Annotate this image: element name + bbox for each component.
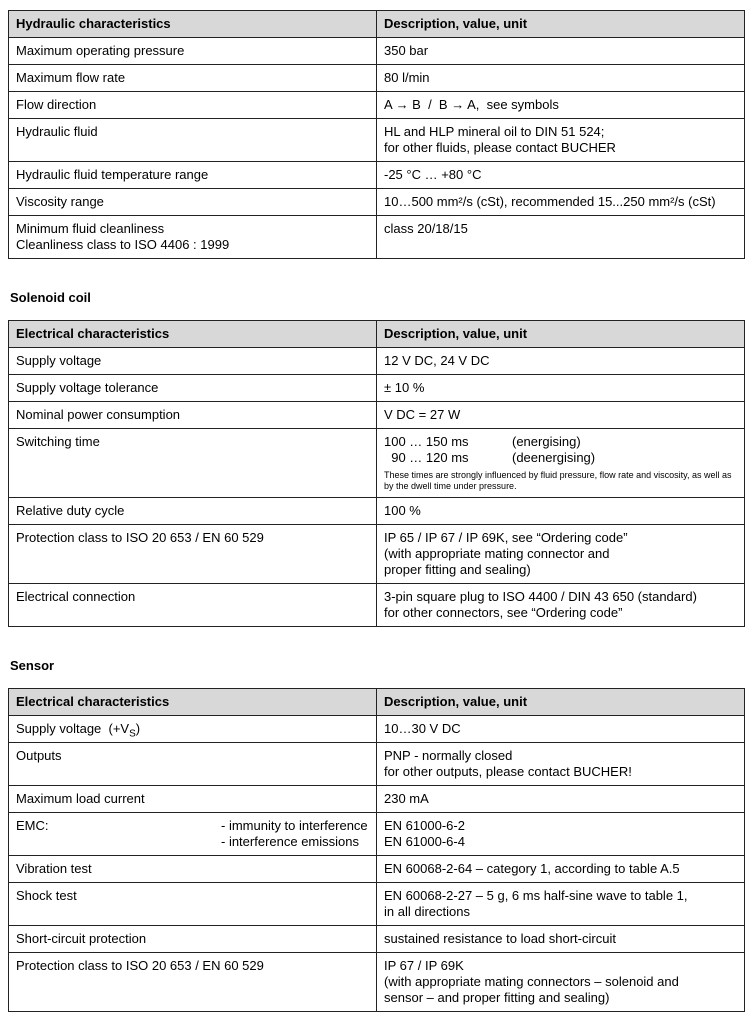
spec-value: 12 V DC, 24 V DC <box>384 353 490 368</box>
spec-value-cell <box>377 375 745 402</box>
spec-value: sensor – and proper fitting and sealing) <box>384 990 610 1005</box>
spec-label-cell <box>9 813 377 856</box>
section-heading-solenoid-coil: Solenoid coil <box>10 290 91 305</box>
spec-value-cell <box>377 716 745 743</box>
spec-value-cell <box>377 525 745 584</box>
table-row <box>9 953 745 1012</box>
spec-value: class 20/18/15 <box>384 221 468 236</box>
spec-value-cell <box>377 429 745 498</box>
switching-time-note: These times are strongly influenced by fluid pressure, flow rate and viscosity, as well as by the dwell time under pressure. <box>384 470 732 491</box>
emc-sublabel: - immunity to interference <box>221 818 368 833</box>
spec-label <box>16 721 369 740</box>
spec-value: 100 % <box>384 503 421 518</box>
spec-value-cell <box>377 162 745 189</box>
table-row <box>9 189 745 216</box>
spec-value: for other fluids, please contact BUCHER <box>384 140 616 155</box>
spec-value-cell <box>377 348 745 375</box>
table-row <box>9 216 745 259</box>
spec-value-cell <box>377 216 745 259</box>
spec-label: Short-circuit protection <box>16 931 147 946</box>
table-header-characteristics: Hydraulic characteristics <box>9 11 377 38</box>
spec-label-cell <box>9 216 377 259</box>
spec-label-cell <box>9 119 377 162</box>
emc-sublabel: - interference emissions <box>221 834 359 849</box>
spec-label: Supply voltage <box>16 353 102 368</box>
spec-value: 3-pin square plug to ISO 4400 / DIN 43 650 (standard) <box>384 589 697 604</box>
spec-value: proper fitting and sealing) <box>384 562 531 577</box>
spec-value: -25 °C … +80 °C <box>384 167 482 182</box>
spec-value: 350 bar <box>384 43 429 58</box>
timing-phase: (energising) <box>512 434 581 449</box>
spec-label-cell <box>9 716 377 743</box>
timing-range: 100 … 150 ms <box>384 434 469 449</box>
sensor-electrical-table <box>8 688 745 1012</box>
spec-label: Maximum operating pressure <box>16 43 185 58</box>
label-text: ) <box>135 721 141 736</box>
label-subscript: S <box>129 728 136 740</box>
table-row <box>9 883 745 926</box>
spec-value-cell <box>377 813 745 856</box>
table-header-description: Description, value, unit <box>377 689 745 716</box>
spec-value-cell <box>377 926 745 953</box>
table-header-row <box>9 689 745 716</box>
table-header-row <box>9 11 745 38</box>
table-row <box>9 92 745 119</box>
spec-label-cell <box>9 162 377 189</box>
spec-label-cell <box>9 375 377 402</box>
emc-label <box>16 818 369 850</box>
table-row <box>9 856 745 883</box>
spec-label: Outputs <box>16 748 62 763</box>
spec-label: Switching time <box>16 434 100 449</box>
spec-label-cell <box>9 498 377 525</box>
table-row <box>9 525 745 584</box>
spec-label-cell <box>9 584 377 627</box>
timing-range: 90 … 120 ms <box>384 450 469 465</box>
spec-value-cell <box>377 119 745 162</box>
spec-label-cell <box>9 65 377 92</box>
spec-label: Viscosity range <box>16 194 104 209</box>
spec-value: A → B / B → A, see symbols <box>384 97 559 112</box>
spec-label: Maximum flow rate <box>16 70 126 85</box>
spec-label-cell <box>9 786 377 813</box>
spec-label: Shock test <box>16 888 77 903</box>
spec-label-cell <box>9 525 377 584</box>
table-header-row <box>9 321 745 348</box>
spec-value: 10…500 mm²/s (cSt), recommended 15...250 mm²/s (cSt) <box>384 194 716 209</box>
spec-label-cell <box>9 189 377 216</box>
spec-label: Maximum load current <box>16 791 145 806</box>
spec-label-cell <box>9 38 377 65</box>
table-header-characteristics: Electrical characteristics <box>9 689 377 716</box>
spec-value: EN 60068-2-27 – 5 g, 6 ms half-sine wave to table 1, <box>384 888 688 903</box>
table-row <box>9 926 745 953</box>
spec-label: Vibration test <box>16 861 92 876</box>
spec-value: in all directions <box>384 904 470 919</box>
spec-label-cell <box>9 92 377 119</box>
hydraulic-characteristics-table <box>8 10 745 259</box>
spec-label-cell <box>9 402 377 429</box>
table-row <box>9 429 745 498</box>
spec-label-cell <box>9 743 377 786</box>
spec-label: Hydraulic fluid <box>16 124 98 139</box>
spec-value-cell <box>377 65 745 92</box>
spec-label-cell <box>9 348 377 375</box>
spec-value: for other connectors, see “Ordering code” <box>384 605 623 620</box>
spec-value: (with appropriate mating connector and <box>384 546 610 561</box>
spec-value: 230 mA <box>384 791 429 806</box>
table-row <box>9 65 745 92</box>
spec-value-cell <box>377 92 745 119</box>
spec-value-cell <box>377 953 745 1012</box>
spec-value: ± 10 % <box>384 380 425 395</box>
table-row <box>9 786 745 813</box>
spec-value-cell <box>377 883 745 926</box>
spec-label-cell <box>9 856 377 883</box>
spec-value-cell <box>377 856 745 883</box>
table-header-description: Description, value, unit <box>377 321 745 348</box>
spec-value: HL and HLP mineral oil to DIN 51 524; <box>384 124 605 139</box>
spec-label: Nominal power consumption <box>16 407 181 422</box>
spec-label-cell <box>9 429 377 498</box>
spec-label: Hydraulic fluid temperature range <box>16 167 209 182</box>
emc-sublabels <box>221 818 368 850</box>
table-header-description: Description, value, unit <box>377 11 745 38</box>
spec-label-cell <box>9 926 377 953</box>
spec-value: 10…30 V DC <box>384 721 461 736</box>
spec-label: Supply voltage tolerance <box>16 380 159 395</box>
spec-label: Protection class to ISO 20 653 / EN 60 529 <box>16 958 264 973</box>
spec-label-cell <box>9 883 377 926</box>
spec-value: for other outputs, please contact BUCHER! <box>384 764 632 779</box>
table-row <box>9 162 745 189</box>
spec-label: Cleanliness class to ISO 4406 : 1999 <box>16 237 230 252</box>
spec-value-cell <box>377 38 745 65</box>
table-row <box>9 813 745 856</box>
section-heading-sensor: Sensor <box>10 658 55 673</box>
spec-value: EN 61000-6-2 <box>384 818 465 833</box>
switching-time-energising <box>384 434 737 450</box>
spec-label: Minimum fluid cleanliness <box>16 221 165 236</box>
table-header-characteristics: Electrical characteristics <box>9 321 377 348</box>
spec-value-cell <box>377 786 745 813</box>
table-row <box>9 348 745 375</box>
label-text: Supply voltage (+V <box>16 721 130 736</box>
spec-value-cell <box>377 498 745 525</box>
spec-label: Relative duty cycle <box>16 503 125 518</box>
table-row <box>9 498 745 525</box>
spec-value: V DC = 27 W <box>384 407 461 422</box>
spec-value: EN 61000-6-4 <box>384 834 465 849</box>
table-row <box>9 119 745 162</box>
table-row <box>9 38 745 65</box>
spec-value: (with appropriate mating connectors – solenoid and <box>384 974 679 989</box>
spec-value: EN 60068-2-64 – category 1, according to table A.5 <box>384 861 680 876</box>
solenoid-electrical-table <box>8 320 745 627</box>
spec-label-cell <box>9 953 377 1012</box>
timing-phase: (deenergising) <box>512 450 596 465</box>
spec-value: 80 l/min <box>384 70 430 85</box>
spec-label: Flow direction <box>16 97 97 112</box>
spec-value-cell <box>377 189 745 216</box>
spec-label: Electrical connection <box>16 589 136 604</box>
spec-value: sustained resistance to load short-circuit <box>384 931 616 946</box>
spec-value-cell <box>377 584 745 627</box>
table-row <box>9 716 745 743</box>
switching-time-deenergising <box>384 450 737 466</box>
table-row <box>9 375 745 402</box>
spec-value-cell <box>377 402 745 429</box>
spec-value: IP 65 / IP 67 / IP 69K, see “Ordering code” <box>384 530 628 545</box>
spec-value-cell <box>377 743 745 786</box>
spec-value: PNP - normally closed <box>384 748 513 763</box>
table-row <box>9 584 745 627</box>
table-row <box>9 743 745 786</box>
table-row <box>9 402 745 429</box>
spec-label: Protection class to ISO 20 653 / EN 60 529 <box>16 530 264 545</box>
spec-value: IP 67 / IP 69K <box>384 958 464 973</box>
emc-label-main: EMC: <box>16 818 49 833</box>
